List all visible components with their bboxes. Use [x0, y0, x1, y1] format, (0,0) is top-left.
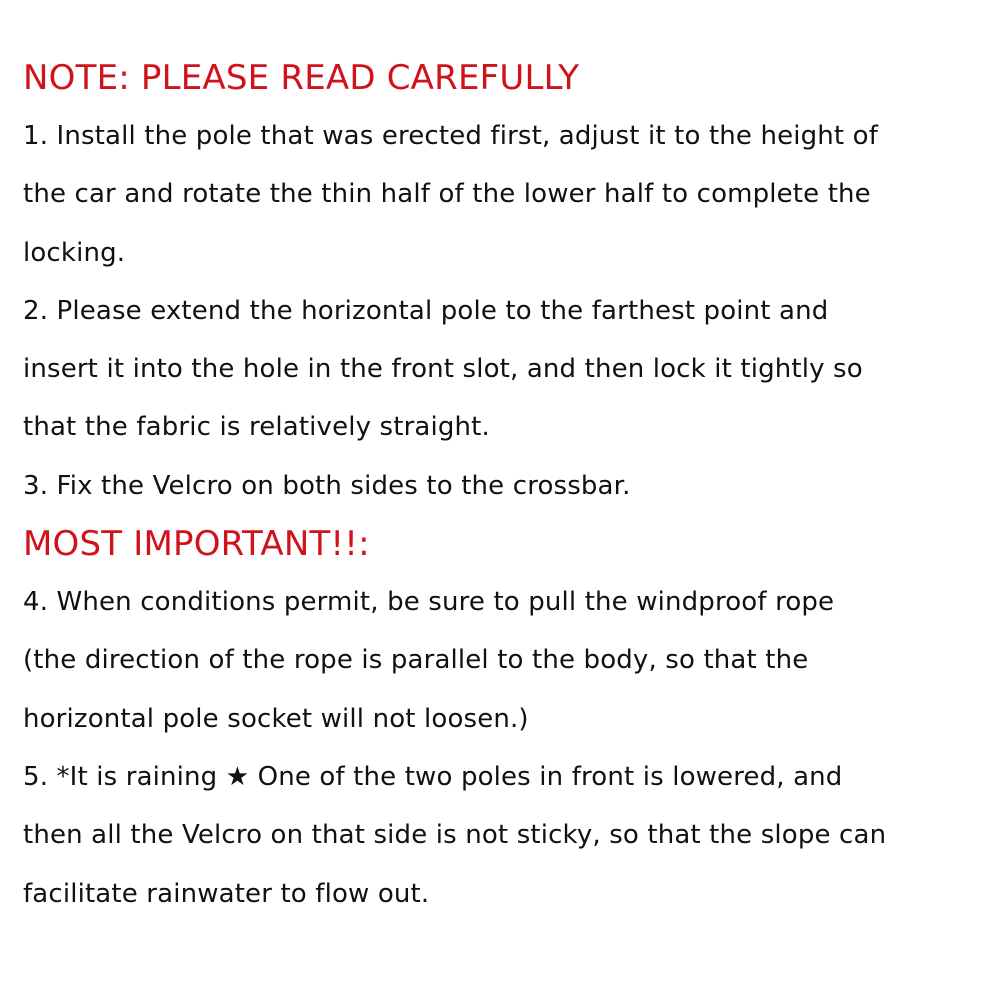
note-heading: NOTE: PLEASE READ CAREFULLY — [23, 58, 580, 98]
step-1-line: 1. Install the pole that was erected first, adjust it to the height of — [23, 121, 879, 151]
important-heading: MOST IMPORTANT!!: — [23, 524, 370, 565]
step-1-line: locking. — [23, 237, 126, 268]
step-3-line: 3. Fix the Velcro on both sides to the crossbar. — [23, 470, 631, 501]
instruction-document — [23, 49, 983, 923]
step-1 — [23, 107, 983, 282]
step-5-line: then all the Velcro on that side is not sticky, so that the slope can — [23, 820, 887, 851]
step-4-line: 4. When conditions permit, be sure to pull the windproof rope — [23, 587, 835, 618]
step-5-line: 5. *It is raining ★ One of the two poles in front is lowered, and — [23, 761, 843, 792]
step-2-line: insert it into the hole in the front slot, and then lock it tightly so — [23, 354, 863, 385]
step-2 — [23, 282, 983, 457]
step-4 — [23, 573, 983, 748]
step-4-line: (the direction of the rope is parallel to the body, so that the — [23, 645, 809, 676]
step-1-line: the car and rotate the thin half of the lower half to complete the — [23, 179, 871, 210]
step-2-line: that the fabric is relatively straight. — [23, 412, 490, 443]
step-4-line: horizontal pole socket will not loosen.) — [23, 703, 529, 734]
step-5 — [23, 748, 983, 923]
step-3 — [23, 457, 983, 515]
step-5-line: facilitate rainwater to flow out. — [23, 878, 430, 909]
step-2-line: 2. Please extend the horizontal pole to the farthest point and — [23, 295, 829, 326]
